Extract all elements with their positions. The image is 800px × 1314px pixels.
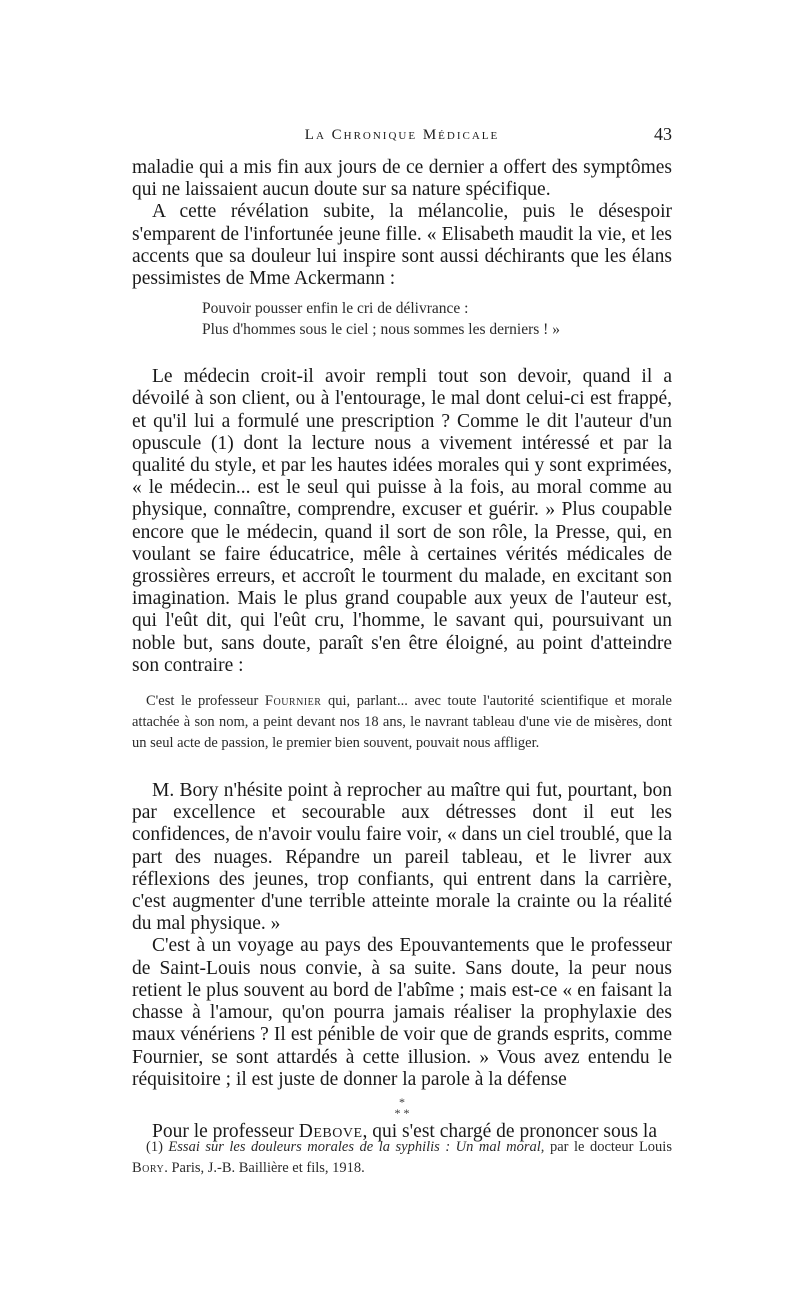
verse-quote: [202, 298, 672, 340]
paragraph-3: Le médecin croit-il avoir rempli tout son devoir, quand il a dévoilé à son client, ou à l'entourage, le mal dont celui-ci est frappé, et qu'il lui a formulé une prescription ? Comme le dit l'auteur d'un opuscule (1) dont la lecture nous a vivement intéressé et par la qualité du style, et par les hautes idées morales qui y sont exprimées, « le médecin... est le seul qui puisse à la fois, au moral comme au physique, connaître, comprendre, excuser et guérir. » Plus coupable encore que le médecin, quand il sort de son rôle, la Presse, qui, en voulant se faire éducatrice, mêle à certaines vérités médicales de grossières erreurs, et accroît le tourment du malade, en excitant son imagination. Mais le plus grand coupable aux yeux de l'auteur est, qui l'eût dit, qui l'eût cru, l'homme, le savant qui, poursuivant un noble but, sans doute, paraît s'en être éloigné, au point d'atteindre son contraire :: [132, 366, 672, 676]
paragraph-1: maladie qui a mis fin aux jours de ce dernier a offert des symptômes qui ne laissaient aucun doute sur sa nature spécifique.: [132, 157, 672, 201]
block-quote: [132, 691, 672, 754]
p6-name: Debove: [298, 1120, 363, 1142]
paragraph-5: C'est à un voyage au pays des Epouvantements que le professeur de Saint-Louis nous convie, à sa suite. Sans doute, la peur nous retient le plus souvent au bord de l'abîme ; mais est-ce « en faisant la chasse à l'amour, qu'on pourra jamais réaliser la prophylaxie des maux vénériens ? Il est pénible de voir que de grands esprits, comme Fournier, se sont attardés à cette illusion. » Vous avez entendu le réquisitoire ; il est juste de donner la parole à la défense: [132, 935, 672, 1090]
body-text: [132, 157, 672, 1143]
footnote-text: [132, 1137, 672, 1179]
verse-line-1: Pouvoir pousser enfin le cri de délivrance :: [202, 300, 469, 318]
running-title: La Chronique Médicale: [304, 127, 500, 143]
paragraph-4: M. Bory n'hésite point à reprocher au maître qui fut, pourtant, bon par excellence et secourable aux détresses dont il eut les confidences, de n'avoir voulu faire voir, « dans un ciel troublé, que la part des nuages. Répandre un pareil tableau, et le livrer aux réflexions des jeunes, trop confiants, qui entrent dans la carrière, c'est augmenter d'une terrible atteinte morale la crainte ou la réalité du mal physique. »: [132, 780, 672, 935]
footnote-marker: (1): [146, 1139, 169, 1155]
footnote-author: Bory: [132, 1160, 165, 1176]
quote-text-a: C'est le professeur: [146, 693, 265, 710]
quote-name: Fournier: [264, 693, 322, 710]
page-header: [132, 124, 672, 151]
paragraph-2: A cette révélation subite, la mélancolie, puis le désespoir s'emparent de l'infortunée jeune fille. « Elisabeth maudit la vie, et les accents que sa douleur lui inspire sont aussi déchirants que les élans pessimistes de Mme Ackermann :: [132, 201, 672, 290]
verse-line-2: Plus d'hommes sous le ciel ; nous sommes les derniers ! »: [202, 321, 560, 339]
footnote-title: Essai sur les douleurs morales de la syphilis : Un mal moral,: [168, 1139, 545, 1155]
page-number: 43: [654, 124, 672, 144]
p6-text-a: Pour le professeur: [152, 1120, 299, 1142]
footnote: [132, 1137, 672, 1179]
p6-text-b: , qui s'est chargé de prononcer sous la: [362, 1120, 658, 1142]
quote-text-b: qui, parlant... avec toute l'autorité scientifique et morale attachée à son nom, a peint devant nos 18 ans, le navrant tableau d'une vie de misères, dont un seul acte de passion, le premier bien souvent, pouvait nous affliger.: [132, 693, 672, 752]
footnote-text-a: par le docteur Louis: [544, 1139, 672, 1155]
section-asterism: * * *: [394, 1094, 410, 1120]
footnote-text-b: . Paris, J.-B. Baillière et fils, 1918.: [164, 1160, 365, 1176]
